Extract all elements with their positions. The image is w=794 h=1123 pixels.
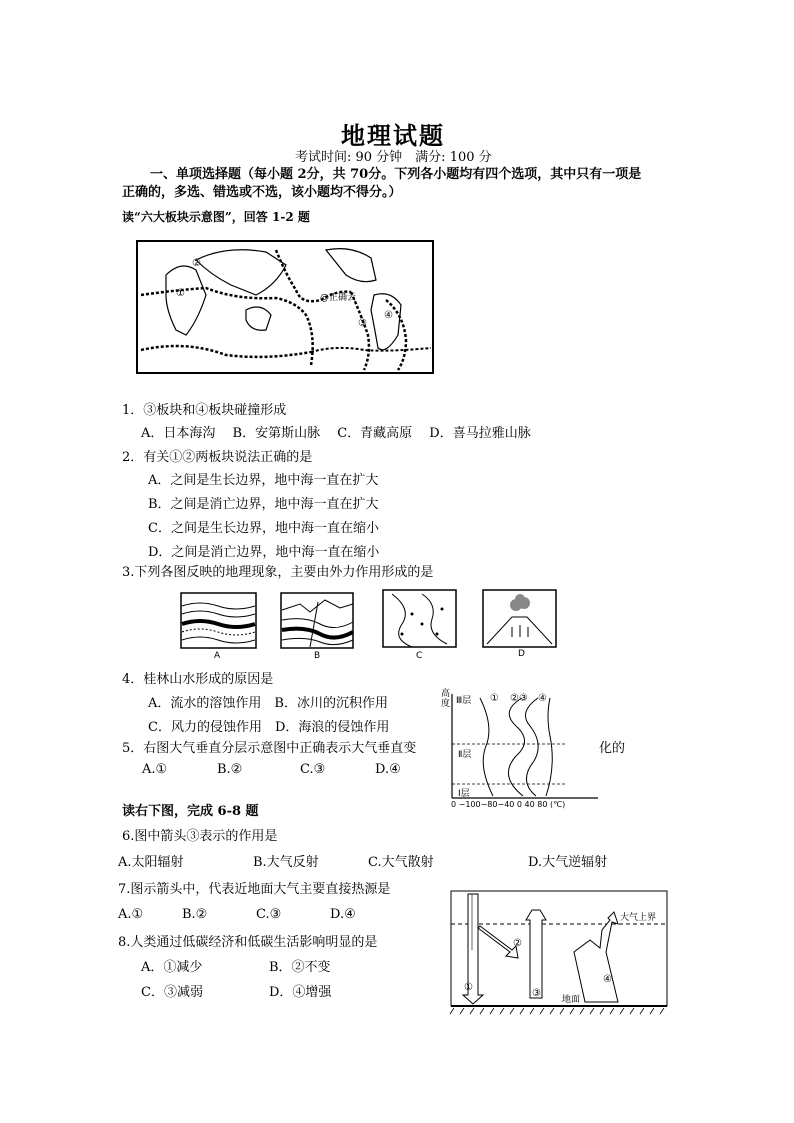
q6-option-b: B.大气反射	[253, 855, 319, 870]
q2-stem: 2．有关①②两板块说法正确的是	[122, 450, 313, 465]
map-label-2: ②	[192, 258, 201, 269]
section-instructions-line1: 一、单项选择题（每小题 2分，共 70分。下列各小题均有四个选项，其中只有一项是	[150, 167, 642, 182]
q3-label-c: C	[416, 651, 423, 661]
q5-stem-end: 化的	[599, 741, 626, 756]
atmo-xticks: 0 −100−80−40 0 40 80 (℃)	[451, 800, 566, 809]
q7-option-c: C.③	[256, 907, 282, 922]
q6-option-c: C.大气散射	[368, 855, 434, 870]
heat-arrow-1: ①	[464, 982, 473, 993]
exam-info: 考试时间: 90 分钟 满分: 100 分	[295, 150, 492, 165]
q8-option-b: B．②不变	[269, 960, 331, 975]
q5-option-c: C.③	[300, 762, 326, 777]
page-title: 地理试题	[341, 121, 445, 150]
q8-option-c: C．③减弱	[141, 985, 203, 1000]
q7-stem: 7.图示箭头中，代表近地面大气主要直接热源是	[118, 882, 391, 897]
heat-ground-label: 地面	[562, 995, 581, 1005]
q6-stem: 6.图中箭头③表示的作用是	[122, 829, 278, 844]
atmo-layer-2: Ⅱ层	[458, 750, 472, 760]
atmo-curve-4: ④	[538, 693, 547, 704]
q3-figure-c	[382, 589, 458, 649]
q4-options-row2: C．风力的侵蚀作用 D．海浪的侵蚀作用	[148, 720, 390, 735]
q5-option-a: A.①	[142, 762, 168, 777]
section-instructions-line2: 正确的，多选、错选或不选，该小题均不得分。）	[122, 185, 402, 200]
intro-q6-8: 读右下图，完成 6-8 题	[122, 804, 259, 819]
q4-stem: 4．桂林山水形成的原因是	[122, 672, 274, 687]
q5-option-d: D.④	[375, 762, 401, 777]
heat-radiation-diagram	[450, 890, 670, 1020]
map-watermark: @正确云	[320, 293, 357, 303]
q8-option-a: A．①减少	[141, 960, 203, 975]
q8-stem: 8.人类通过低碳经济和低碳生活影响明显的是	[118, 935, 378, 950]
atmo-curve-2-3: ②③	[510, 693, 528, 704]
q7-option-b: B.②	[182, 907, 208, 922]
q3-figure-b	[280, 592, 356, 650]
atmo-curve-1: ①	[490, 693, 499, 704]
atmo-layer-3: Ⅲ层	[456, 696, 472, 706]
q5-option-b: B.②	[217, 762, 243, 777]
q6-option-a: A.太阳辐射	[118, 855, 184, 870]
q6-option-d: D.大气逆辐射	[528, 855, 608, 870]
q1-stem: 1．③板块和④板块碰撞形成	[122, 403, 287, 418]
q3-label-d: D	[518, 649, 525, 659]
q3-figure-d	[482, 589, 558, 649]
q1-options: A．日本海沟 B．安第斯山脉 C．青藏高原 D．喜马拉雅山脉	[141, 426, 531, 441]
map-label-1: ①	[176, 288, 185, 299]
map-label-4: ④	[384, 310, 393, 321]
atmo-layer-1: Ⅰ层	[458, 789, 470, 799]
q3-figure-a	[180, 592, 260, 650]
q4-options-row1: A．流水的溶蚀作用 B．冰川的沉积作用	[148, 696, 388, 711]
q2-option-a: A．之间是生长边界，地中海一直在扩大	[148, 473, 379, 488]
q3-label-b: B	[314, 651, 321, 661]
q5-stem: 5．右图大气垂直分层示意图中正确表示大气垂直变	[122, 741, 417, 756]
q3-label-a: A	[214, 651, 221, 661]
heat-arrow-4: ④	[603, 974, 612, 985]
heat-arrow-2: ②	[513, 938, 522, 949]
q7-option-d: D.④	[330, 907, 356, 922]
intro-q1-2: 读“六大板块示意图”，回答 1-2 题	[122, 210, 310, 224]
map-label-3: ③	[358, 318, 367, 329]
atmo-ylabel: 高度	[441, 689, 451, 709]
q2-option-c: C．之间是生长边界，地中海一直在缩小	[148, 521, 379, 536]
q2-option-d: D．之间是消亡边界，地中海一直在缩小	[148, 545, 380, 560]
heat-top-label: 大气上界	[620, 913, 657, 923]
q3-stem: 3.下列各图反映的地理现象，主要由外力作用形成的是	[122, 565, 434, 580]
q7-option-a: A.①	[118, 907, 144, 922]
heat-arrow-3: ③	[532, 988, 541, 999]
q2-option-b: B．之间是消亡边界，地中海一直在扩大	[148, 497, 379, 512]
plate-map	[136, 240, 434, 374]
q8-option-d: D．④增强	[269, 985, 332, 1000]
